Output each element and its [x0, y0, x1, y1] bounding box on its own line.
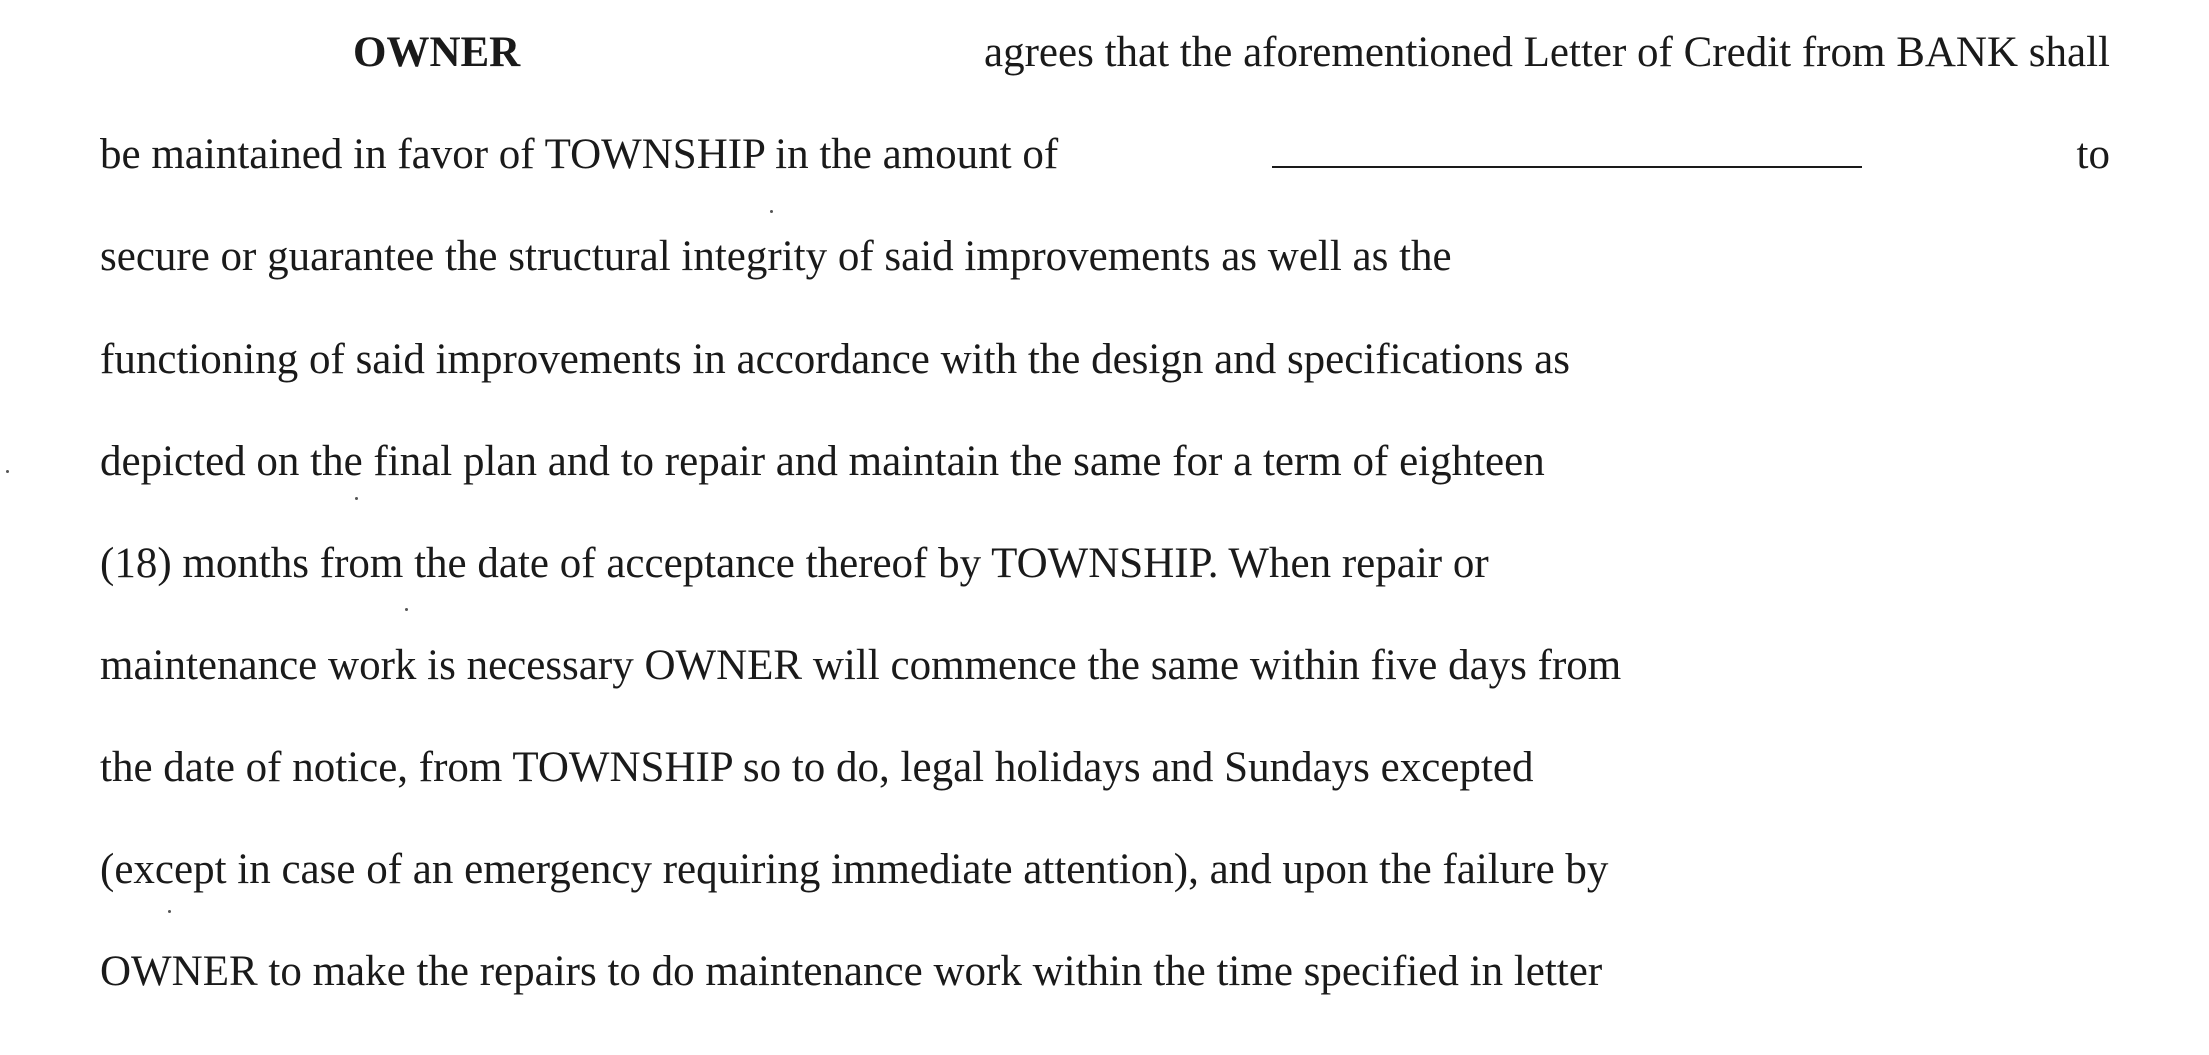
line-8-text: the date of notice, from TOWNSHIP so to do, legal holidays and Sundays excepted — [100, 744, 1534, 791]
amount-blank-line — [1272, 126, 1862, 168]
scan-speck — [6, 470, 9, 473]
paragraph-line-6 — [100, 529, 2110, 599]
scan-speck — [405, 608, 408, 611]
line-9-text: (except in case of an emergency requiring immediate attention), and upon the failure by — [100, 846, 1609, 893]
line-7-text: maintenance work is necessary OWNER will commence the same within five days from — [100, 642, 1622, 689]
line-5-text: depicted on the final plan and to repair and maintain the same for a term of eighteen — [100, 438, 1545, 485]
paragraph-line-10 — [100, 937, 2110, 1007]
line-1-text: agrees that the aforementioned Letter of Credit from BANK shall — [984, 29, 2110, 76]
line-6-text: (18) months from the date of acceptance thereof by TOWNSHIP. When repair or — [100, 540, 1489, 587]
paragraph-line-2 — [100, 120, 2110, 190]
scan-speck — [355, 497, 358, 500]
line-3-text: secure or guarantee the structural integrity of said improvements as well as the — [100, 233, 1452, 280]
line-10-text: OWNER to make the repairs to do maintenance work within the time specified in letter — [100, 948, 1603, 995]
paragraph-line-1 — [353, 18, 2110, 88]
paragraph-line-7 — [100, 631, 2110, 701]
paragraph-line-4 — [100, 325, 2110, 395]
paragraph-line-5 — [100, 427, 2110, 497]
paragraph-line-9 — [100, 835, 2110, 905]
line-2-text-after: to — [2076, 131, 2110, 178]
owner-term: OWNER — [353, 29, 521, 76]
paragraph-line-3 — [100, 222, 2110, 292]
paragraph-line-8 — [100, 733, 2110, 803]
scan-speck — [168, 910, 171, 913]
scan-speck — [770, 210, 773, 213]
line-4-text: functioning of said improvements in accordance with the design and specifications as — [100, 336, 1570, 383]
line-2-text-before: be maintained in favor of TOWNSHIP in the amount of — [100, 131, 1059, 178]
